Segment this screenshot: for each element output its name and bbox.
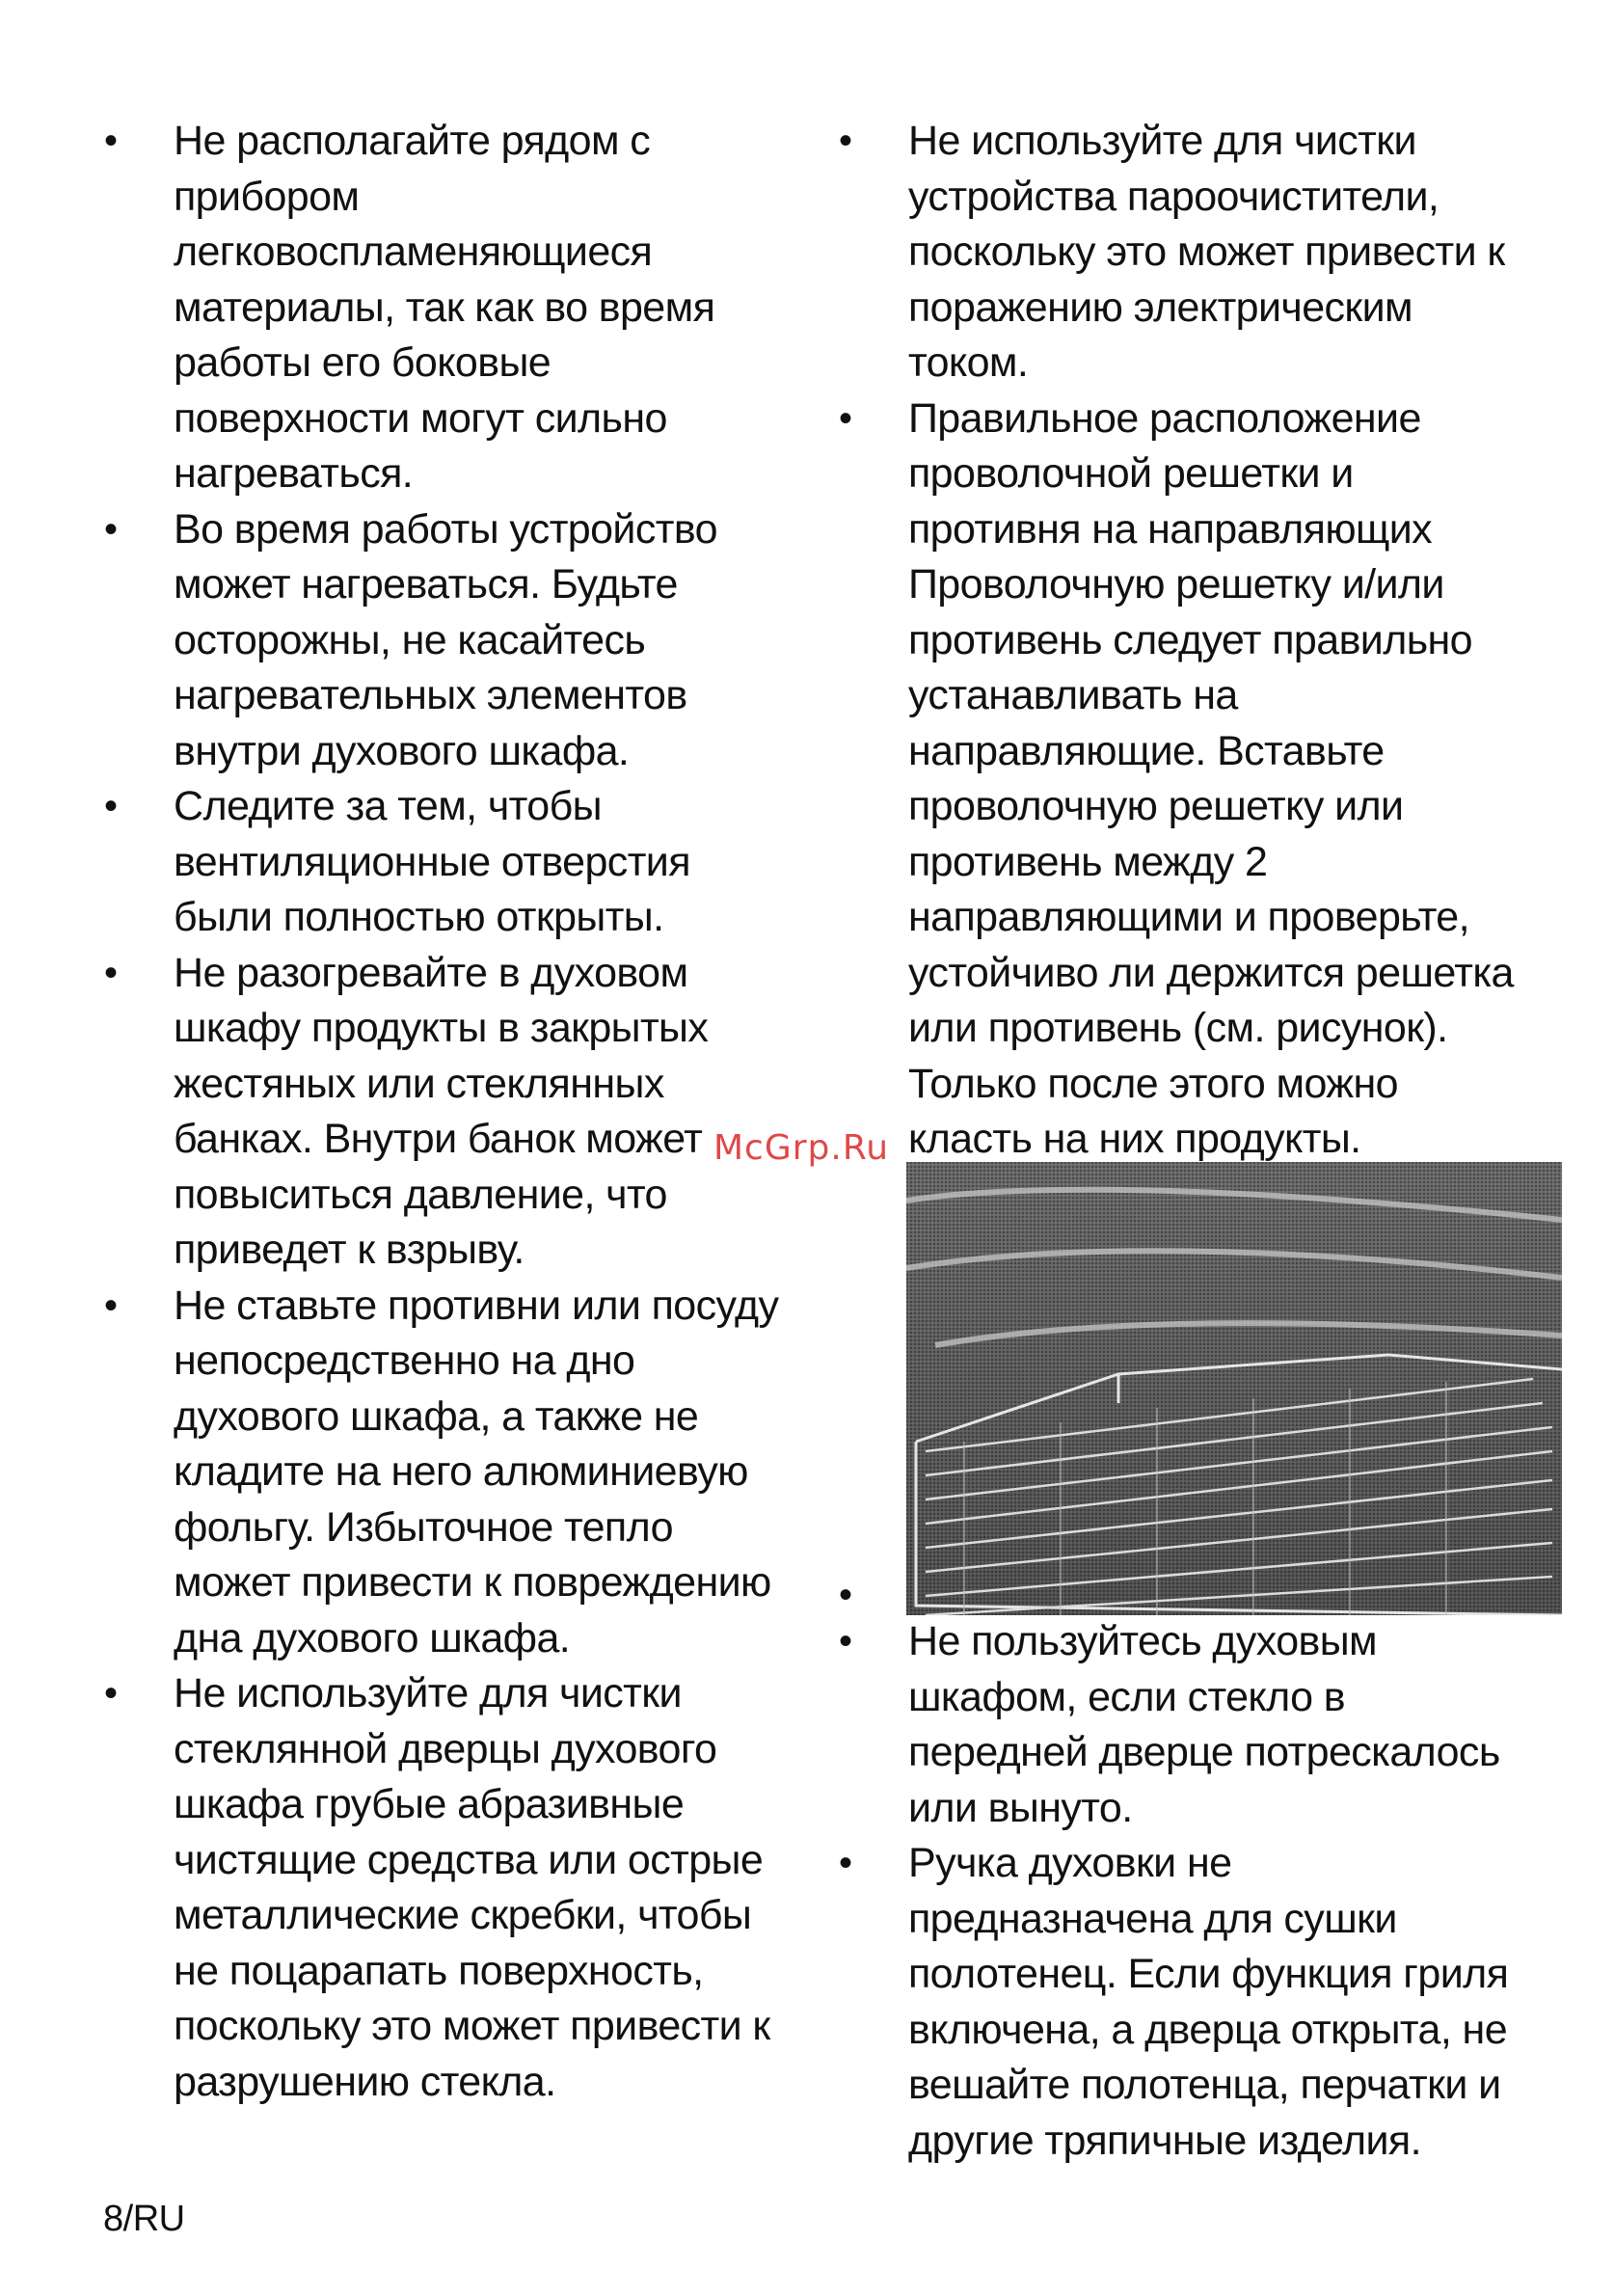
bullet-icon: • — [839, 1574, 853, 1616]
bullet-icon: • — [104, 785, 118, 827]
bullet-icon: • — [104, 120, 118, 162]
bullet-icon: • — [104, 951, 118, 994]
page-number: 8/RU — [103, 2199, 185, 2239]
list-item: • Не располагайте рядом с прибором легковоспламеняющиеся материалы, так как во время работы его боковые поверхности могут сильно нагреваться. — [96, 114, 791, 502]
bullet-icon: • — [104, 1672, 118, 1715]
bullet-icon: • — [104, 507, 118, 551]
oven-rack-image — [906, 1162, 1562, 1615]
list-item: • Правильное расположение проволочной решетки и противня на направляющих Проволочную решетку и/или противень следует правильно устанавливать на направляющие. Вставьте проволочную решетку или противень между 2 направляющими и проверьте, устойчиво ли держится решетка или противень (см. рисунок). Только после этого можно класть на них продукты. — [831, 392, 1525, 1168]
right-column — [831, 114, 1525, 1168]
right-bullet-list-top — [831, 114, 1525, 1168]
right-bullet-list-bottom — [831, 1614, 1525, 2169]
list-item: • Ручка духовки не предназначена для сушки полотенец. Если функция гриля включена, а дверца открыта, не вешайте полотенца, перчатки и другие тряпичные изделия. — [831, 1836, 1525, 2169]
list-item: • Не разогревайте в духовом шкафу продукты в закрытых жестяных или стеклянных банках. Внутри банок может повыситься давление, что приведет к взрыву. — [96, 946, 791, 1279]
bullet-icon: • — [839, 120, 852, 162]
bullet-icon: • — [839, 1842, 852, 1884]
watermark: McGrp.Ru — [713, 1128, 890, 1168]
list-item: • Не пользуйтесь духовым шкафом, если стекло в передней дверце потрескалось или вынуто. — [831, 1614, 1525, 1836]
bullet-icon: • — [839, 396, 852, 440]
list-item: • Во время работы устройство может нагреваться. Будьте осторожны, не касайтесь нагревательных элементов внутри духового шкафа. — [96, 502, 791, 780]
list-item: • Не ставьте противни или посуду непосредственно на дно духового шкафа, а также не кладите на него алюминиевую фольгу. Избыточное тепло может привести к повреждению дна духового шкафа. — [96, 1279, 791, 1667]
list-item: • Не используйте для чистки стеклянной дверцы духового шкафа грубые абразивные чистящие средства или острые металлические скребки, чтобы не поцарапать поверхность, поскольку это может привести к разрушению стекла. — [96, 1666, 791, 2110]
list-item: • Следите за тем, чтобы вентиляционные отверстия были полностью открыты. — [96, 779, 791, 946]
left-bullet-list — [96, 114, 791, 2110]
right-column-bottom — [831, 1614, 1525, 2169]
bullet-icon: • — [839, 1620, 852, 1662]
list-item: • Не используйте для чистки устройства пароочистители, поскольку это может привести к поражению электрическим током. — [831, 114, 1525, 392]
left-column — [96, 114, 791, 2110]
bullet-icon: • — [104, 1283, 118, 1327]
oven-wire-rack-photo — [906, 1162, 1562, 1615]
